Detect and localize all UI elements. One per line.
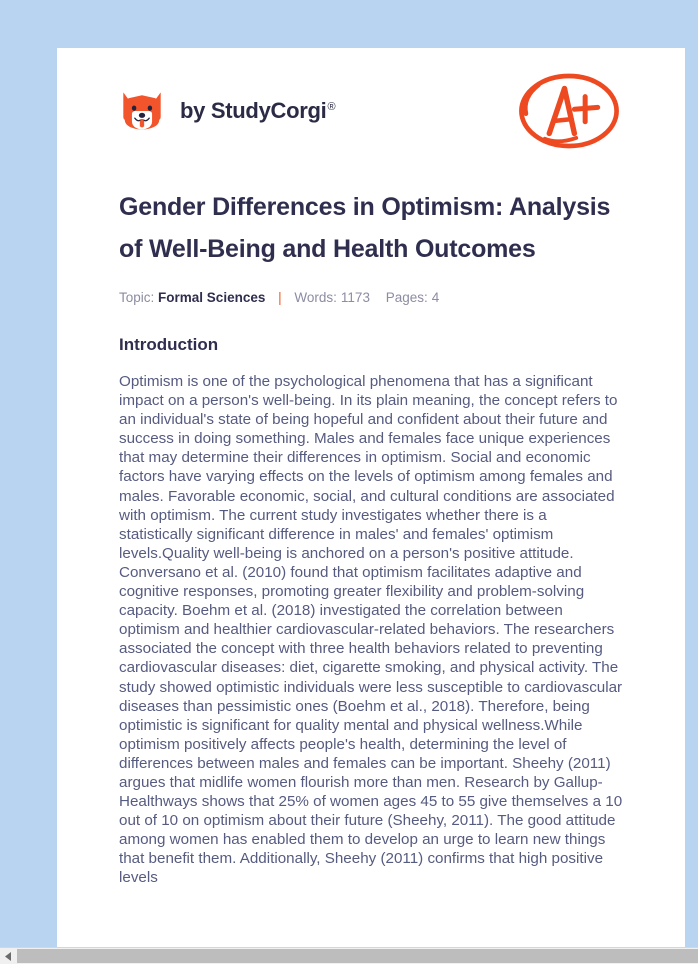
document-header [119,48,623,158]
scrollbar-thumb[interactable] [17,949,698,963]
triangle-left-icon [5,952,12,961]
section-heading-introduction: Introduction [119,335,219,354]
topic-link[interactable]: Formal Sciences [158,290,266,305]
brand-name [180,98,335,124]
topic-label: Topic: [119,290,155,305]
document-meta [119,290,623,305]
registered-mark: ® [327,100,336,113]
a-plus-circled-icon [515,67,623,155]
brand-name-text: by StudyCorgi [180,98,327,123]
body-paragraph: Optimism is one of the psychological phenomena that has a significant impact on a person's well-being. In its plain meaning, the concept refers to an individual's state of being hopeful and confident about their future and success in doing something. Males and females face unique experiences that may determine their differences in optimism. Social and economic factors have varying effects on the levels of optimism among females and males. Favorable economic, social, and cultural conditions are associated with optimism. The current study investigates whether there is a statistically significant difference in males' and females' optimism levels.Quality well-being is anchored on a person's positive attitude. Conversano et al. (2010) found that optimism facilitates adaptive and cognitive responses, promoting greater flexibility and problem-solving capacity. Boehm et al. (2018) investigated the correlation between optimism and healthier cardiovascular-related behaviors. The researchers associated the concept with three health behaviors related to preventing cardiovascular diseases: diet, cigarette smoking, and physical activity. The study showed optimistic individuals were less susceptible to cardiovascular diseases than pessimistic ones (Boehm et al., 2018). Therefore, being optimistic is significant for quality mental and physical wellness.While optimism positively affects people's health, determining the level of differences between males and females can be important. Sheehy (2011) argues that midlife women flourish more than men. Research by Gallup-Healthways shows that 25% of women ages 45 to 55 give themselves a 10 out of 10 on optimism about their future (Sheehy, 2011). The good attitude among women has enabled them to develop an urge to learn new things that benefit them. Additionally, Sheehy (2011) confirms that high positive levels [119,373,623,887]
studycorgi-brand[interactable] [119,88,335,134]
horizontal-scrollbar[interactable] [0,947,698,964]
words-label: Words: [294,290,337,305]
corgi-face-icon [119,88,165,134]
scrollbar-track[interactable] [17,948,698,964]
words-value: 1173 [340,290,370,305]
pages-label: Pages: [385,290,428,305]
pages-value: 4 [431,290,440,305]
page-title: Gender Differences in Optimism: Analysis of Well-Being and Health Outcomes [119,193,611,263]
meta-separator: | [278,290,282,305]
scroll-left-button[interactable] [0,948,17,964]
document-sheet [57,48,685,948]
